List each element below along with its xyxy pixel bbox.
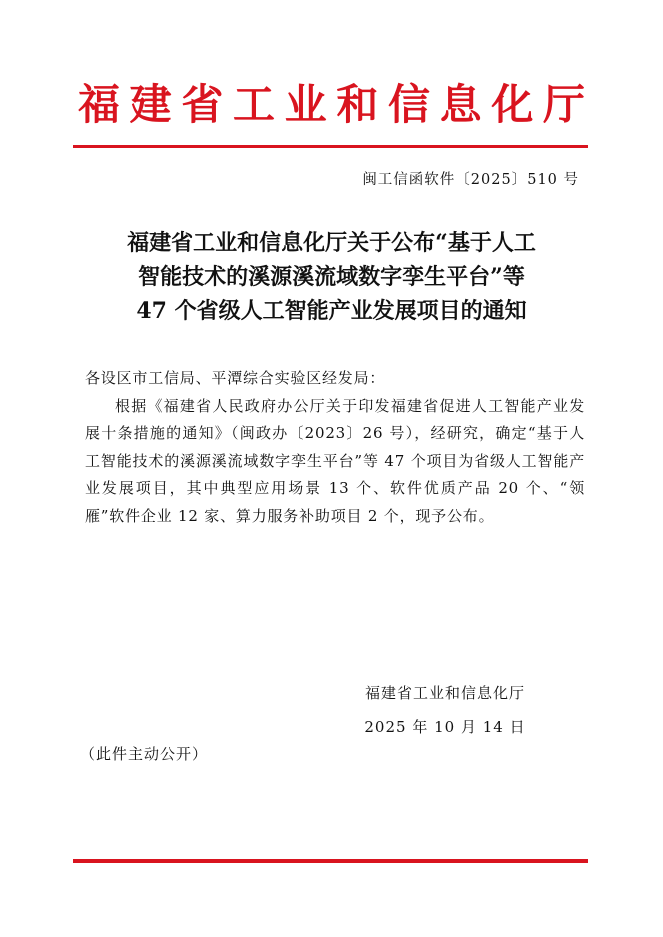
release-note: （此件主动公开）: [80, 745, 209, 763]
salutation: 各设区市工信局、平潭综合实验区经发局：: [85, 369, 386, 387]
title-line-3: 47 个省级人工智能产业发展项目的通知: [136, 298, 527, 324]
title-line-2: 智能技术的溪源溪流域数字孪生平台”等: [138, 264, 525, 290]
footer-red-rule: [73, 859, 588, 863]
issue-date: 2025 年 10 月 14 日: [364, 718, 526, 736]
document-number: 闽工信函软件〔2025〕510 号: [362, 172, 579, 188]
issuer-name: 福建省工业和信息化厅: [364, 684, 525, 702]
body-paragraph: 根据《福建省人民政府办公厅关于印发福建省促进人工智能产业发展十条措施的通知》（闽政办〔2023〕26 号），经研究，确定“基于人工智能技术的溪源溪流域数字孪生平台”等 47 个项目为省级人工智能产业发展项目，其中典型应用场景 13 个、软件优质产品 20 个、“领雁”软件企业 12 家、算力服务补助项目 2 个，现予公布。: [85, 396, 585, 525]
document-body: [85, 365, 585, 530]
signature-block: [330, 676, 560, 744]
document-title: [60, 226, 603, 328]
title-line-1: 福建省工业和信息化厅关于公布“基于人工: [127, 230, 536, 256]
masthead-red-rule: [73, 145, 588, 148]
masthead-title: 福建省工业和信息化厅: [78, 80, 588, 129]
